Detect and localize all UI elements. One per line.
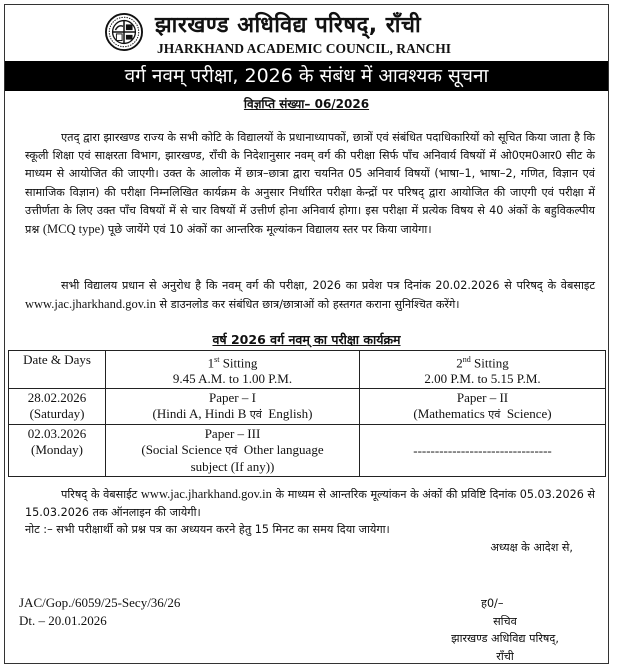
row-sitting-1: Paper – III (Social Science एवं Other language subject (If any)) — [106, 425, 360, 477]
schedule-title: वर्ष 2026 वर्ग नवम् का परीक्षा कार्यक्रम — [212, 332, 401, 347]
jac-emblem-icon — [105, 13, 143, 51]
paragraph-admit-card: सभी विद्यालय प्रधान से अनुरोध है कि नवम् वर्ग की परीक्षा, 2026 का प्रवेश पत्र दिनांक 20.02.2026 से परिषद् के वेबसाइट www.jac.jharkhand.gov.in से डाउनलोड कर संबंधित छात्र/छात्राओं को हस्तगत कराना सुनिश्चित करेंगे। — [25, 279, 595, 312]
reference-date: Dt. – 20.01.2026 — [19, 613, 107, 628]
row-sitting-2-empty: -------------------------------- — [360, 425, 606, 477]
notice-number: विज्ञप्ति संख्या– 06/2026 — [243, 97, 370, 111]
row-sitting-2: Paper – II (Mathematics एवं Science) — [360, 389, 606, 425]
note-text: नोट :– सभी परीक्षार्थी को प्रश्न पत्र का अध्ययन करने हेतु 15 मिनट का समय दिया जायेगा। — [25, 523, 390, 536]
row-date: 02.03.2026 (Monday) — [9, 425, 106, 477]
org-name-english: JHARKHAND ACADEMIC COUNCIL, RANCHI — [157, 41, 452, 56]
notice-title-banner: वर्ग नवम् परीक्षा, 2026 के संबंध में आवश्यक सूचना — [5, 61, 608, 91]
table-row — [9, 425, 606, 477]
notice-document — [4, 4, 609, 664]
exam-schedule-table — [8, 350, 606, 477]
reference-number: JAC/Gop./6059/25-Secy/36/26 — [19, 595, 181, 610]
paragraph-internal-assessment: परिषद् के वेबसाईट www.jac.jharkhand.gov.in के माध्यम से आन्तरिक मूल्यांकन के अंकों की प्रविष्टि दिनांक 05.03.2026 से 15.03.2026 तक ऑनलाइन की जायेगी। — [25, 487, 595, 520]
website-link[interactable]: www.jac.jharkhand.gov.in — [140, 487, 272, 501]
letterhead — [5, 5, 608, 61]
org-name-hindi: झारखण्ड अधिविद्य परिषद्, राँची — [155, 13, 422, 38]
by-order-text: अध्यक्ष के आदेश से, — [490, 541, 573, 554]
signature-block — [405, 595, 605, 665]
signatory-org: झारखण्ड अधिविद्य परिषद्, — [451, 632, 559, 645]
table-row — [9, 389, 606, 425]
header-sitting-1: 1st Sitting 9.45 A.M. to 1.00 P.M. — [106, 351, 360, 389]
table-header-row — [9, 351, 606, 389]
reference-block — [19, 594, 180, 630]
header-date-days: Date & Days — [9, 351, 106, 389]
row-sitting-1: Paper – I (Hindi A, Hindi B एवं English) — [106, 389, 360, 425]
row-date: 28.02.2026 (Saturday) — [9, 389, 106, 425]
signatory-city: राँची — [496, 649, 514, 663]
designation: सचिव — [493, 614, 517, 628]
website-link[interactable]: www.jac.jharkhand.gov.in — [25, 297, 156, 312]
paragraph-exam-info: एतद् द्वारा झारखण्ड राज्य के सभी कोटि के विद्यालयों के प्रधानाध्यापकों, छात्रों एवं संबंधित पदाधिकारियों को सूचित किया जाता है कि स्कूली शिक्षा एवं साक्षरता विभाग, झारखण्ड, राँची के निदेशानुसार नवम् वर्ग की परीक्षा सिर्फ पाँच अनिवार्य विषयों में ओ0एम0आर0 सीट के माध्यम से आयोजित की जाएगी। उक्त के आलोक में छात्र–छात्रा द्वारा चयनित 05 अनिवार्य विषयों (भाषा–1, भाषा–2, गणित, विज्ञान एवं सामाजिक विज्ञान) की परीक्षा निम्नलिखित कार्यक्रम के अनुसार निर्धारित परीक्षा केन्द्रों पर परिषद् द्वारा आयोजित की जाएगी एवं परीक्षा में उत्तीर्णता के लिए उक्त पाँच विषयों में से चार विषयों में उत्तीर्ण होना अनिवार्य होगा। इस परीक्षा में प्रत्येक विषय से 40 अंकों के बहुविकल्पीय प्रश्न (MCQ type) पूछे जायेंगे एवं 10 अंकों का आन्तरिक मूल्यांकन विद्यालय स्तर पर किया जायेगा। — [25, 131, 595, 237]
signed-mark: ह0/– — [481, 597, 504, 610]
header-sitting-2: 2nd Sitting 2.00 P.M. to 5.15 P.M. — [360, 351, 606, 389]
